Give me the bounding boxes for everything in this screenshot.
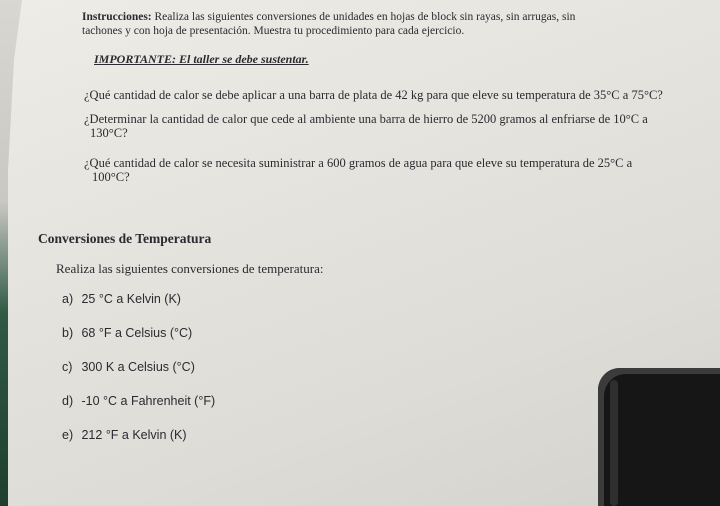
question-2-line-1: ¿Determinar la cantidad de calor que cede al ambiente una barra de hierro de 5200 gramos al enfriarse de 10°C a	[84, 112, 648, 126]
item-text: -10 °C a Fahrenheit (°F)	[81, 394, 216, 408]
conversion-item	[62, 292, 181, 306]
item-letter: e)	[62, 428, 74, 442]
item-letter: b)	[62, 326, 74, 340]
item-text: 68 °F a Celsius (°C)	[81, 326, 193, 340]
instructions-label: Instrucciones:	[82, 11, 152, 23]
instructions-line-1	[82, 10, 575, 24]
item-letter: d)	[62, 394, 74, 408]
item-text: 25 °C a Kelvin (K)	[81, 292, 181, 306]
instructions-line-2: tachones y con hoja de presentación. Muestra tu procedimiento para cada ejercicio.	[82, 25, 465, 37]
item-text: 300 K a Celsius (°C)	[81, 360, 195, 374]
item-text: 212 °F a Kelvin (K)	[81, 428, 187, 442]
question-2-line-2: 130°C?	[90, 126, 128, 140]
phone-edge	[610, 380, 618, 506]
section-lead: Realiza las siguientes conversiones de temperatura:	[56, 261, 324, 276]
conversion-item	[62, 326, 192, 340]
section-heading: Conversiones de Temperatura	[38, 231, 212, 246]
item-letter: a)	[62, 292, 74, 306]
important-note: IMPORTANTE: El taller se debe sustentar.	[94, 52, 309, 66]
item-letter: c)	[62, 360, 73, 374]
question-3-line-2: 100°C?	[92, 170, 130, 184]
question-3-line-1: ¿Qué cantidad de calor se necesita suministrar a 600 gramos de agua para que eleve su temperatura de 25°C a	[84, 156, 633, 170]
instructions-text-1: Realiza las siguientes conversiones de unidades en hojas de block sin rayas, sin arrugas, sin	[154, 11, 576, 23]
conversion-item	[62, 428, 187, 442]
conversion-item	[62, 394, 215, 408]
conversion-item	[62, 360, 195, 374]
question-1: ¿Qué cantidad de calor se debe aplicar a una barra de plata de 42 kg para que eleve su temperatura de 35°C a 75°C?	[84, 88, 663, 102]
